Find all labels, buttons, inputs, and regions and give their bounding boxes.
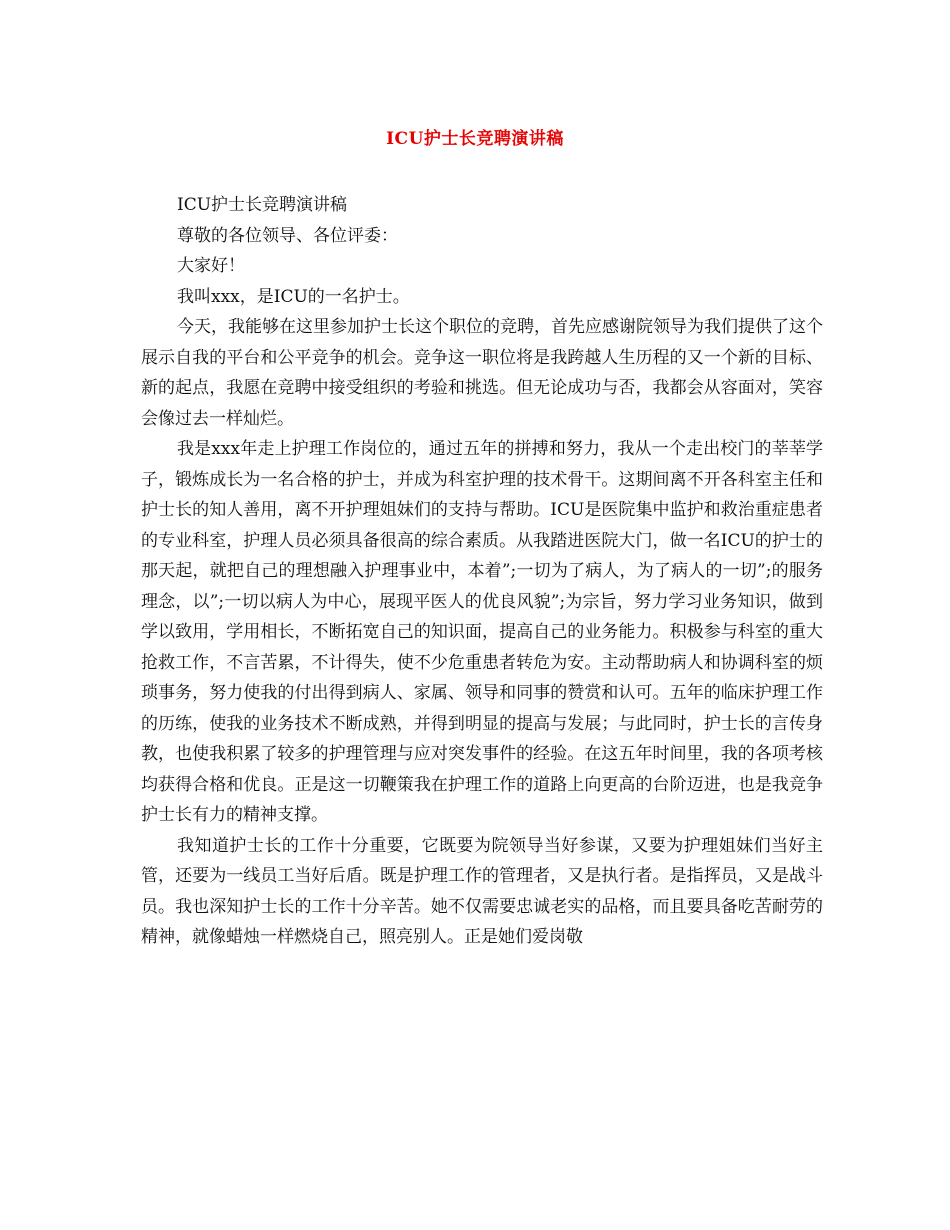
paragraph-body: 我知道护士长的工作十分重要，它既要为院领导当好参谋，又要为护理姐妹们当好主管，还要为一线员工当好后盾。既是护理工作的管理者，又是执行者。是指挥员，又是战斗员。我也深知护士长的工作十分辛苦。她不仅需要忠诚老实的品格，而且要具备吃苦耐劳的精神，就像蜡烛一样燃烧自己，照亮别人。正是她们爱岗敬 — [141, 835, 823, 947]
paragraph-heading: ICU护士长竞聘演讲稿 — [177, 195, 348, 215]
paragraph-intro: 我叫xxx，是ICU的一名护士。 — [177, 286, 410, 307]
paragraph-body: 今天，我能够在这里参加护士长这个职位的竞聘，首先应感谢院领导为我们提供了这个展示自我的平台和公平竞争的机会。竞争这一职位将是我跨越人生历程的又一个新的目标、新的起点，我愿在竞聘中接受组织的考验和挑选。但无论成功与否，我都会从容面对，笑容会像过去一样灿烂。 — [141, 317, 823, 429]
document-title: ICU护士长竞聘演讲稿 — [386, 129, 564, 149]
document-body — [141, 190, 823, 953]
paragraph-greeting: 大家好！ — [177, 256, 245, 276]
paragraph-body: 我是xxx年走上护理工作岗位的，通过五年的拼搏和努力，我从一个走出校门的莘莘学子，锻炼成长为一名合格的护士，并成为科室护理的技术骨干。这期间离不开各科室主任和护士长的知人善用，离不开护理姐妹们的支持与帮助。ICU是医院集中监护和救治重症患者的专业科室，护理人员必须具备很高的综合素质。从我踏进医院大门，做一名ICU的护士的那天起，就把自己的理想融入护理事业中，本着”;一切为了病人，为了病人的一切”;的服务理念，以”;一切以病人为中心，展现平医人的优良风貌”;为宗旨，努力学习业务知识，做到学以致用，学用相长，不断拓宽自己的知识面，提高自己的业务能力。积极参与科室的重大抢救工作，不言苦累，不计得失，使不少危重患者转危为安。主动帮助病人和协调科室的烦琐事务，努力使我的付出得到病人、家属、领导和同事的赞赏和认可。五年的临床护理工作的历练，使我的业务技术不断成熟，并得到明显的提高与发展；与此同时，护士长的言传身教，也使我积累了较多的护理管理与应对突发事件的经验。在这五年时间里，我的各项考核均获得合格和优良。正是这一切鞭策我在护理工作的道路上向更高的台阶迈进，也是我竞争护士长有力的精神支撑。 — [141, 439, 823, 825]
paragraph-salutation: 尊敬的各位领导、各位评委： — [177, 225, 398, 246]
